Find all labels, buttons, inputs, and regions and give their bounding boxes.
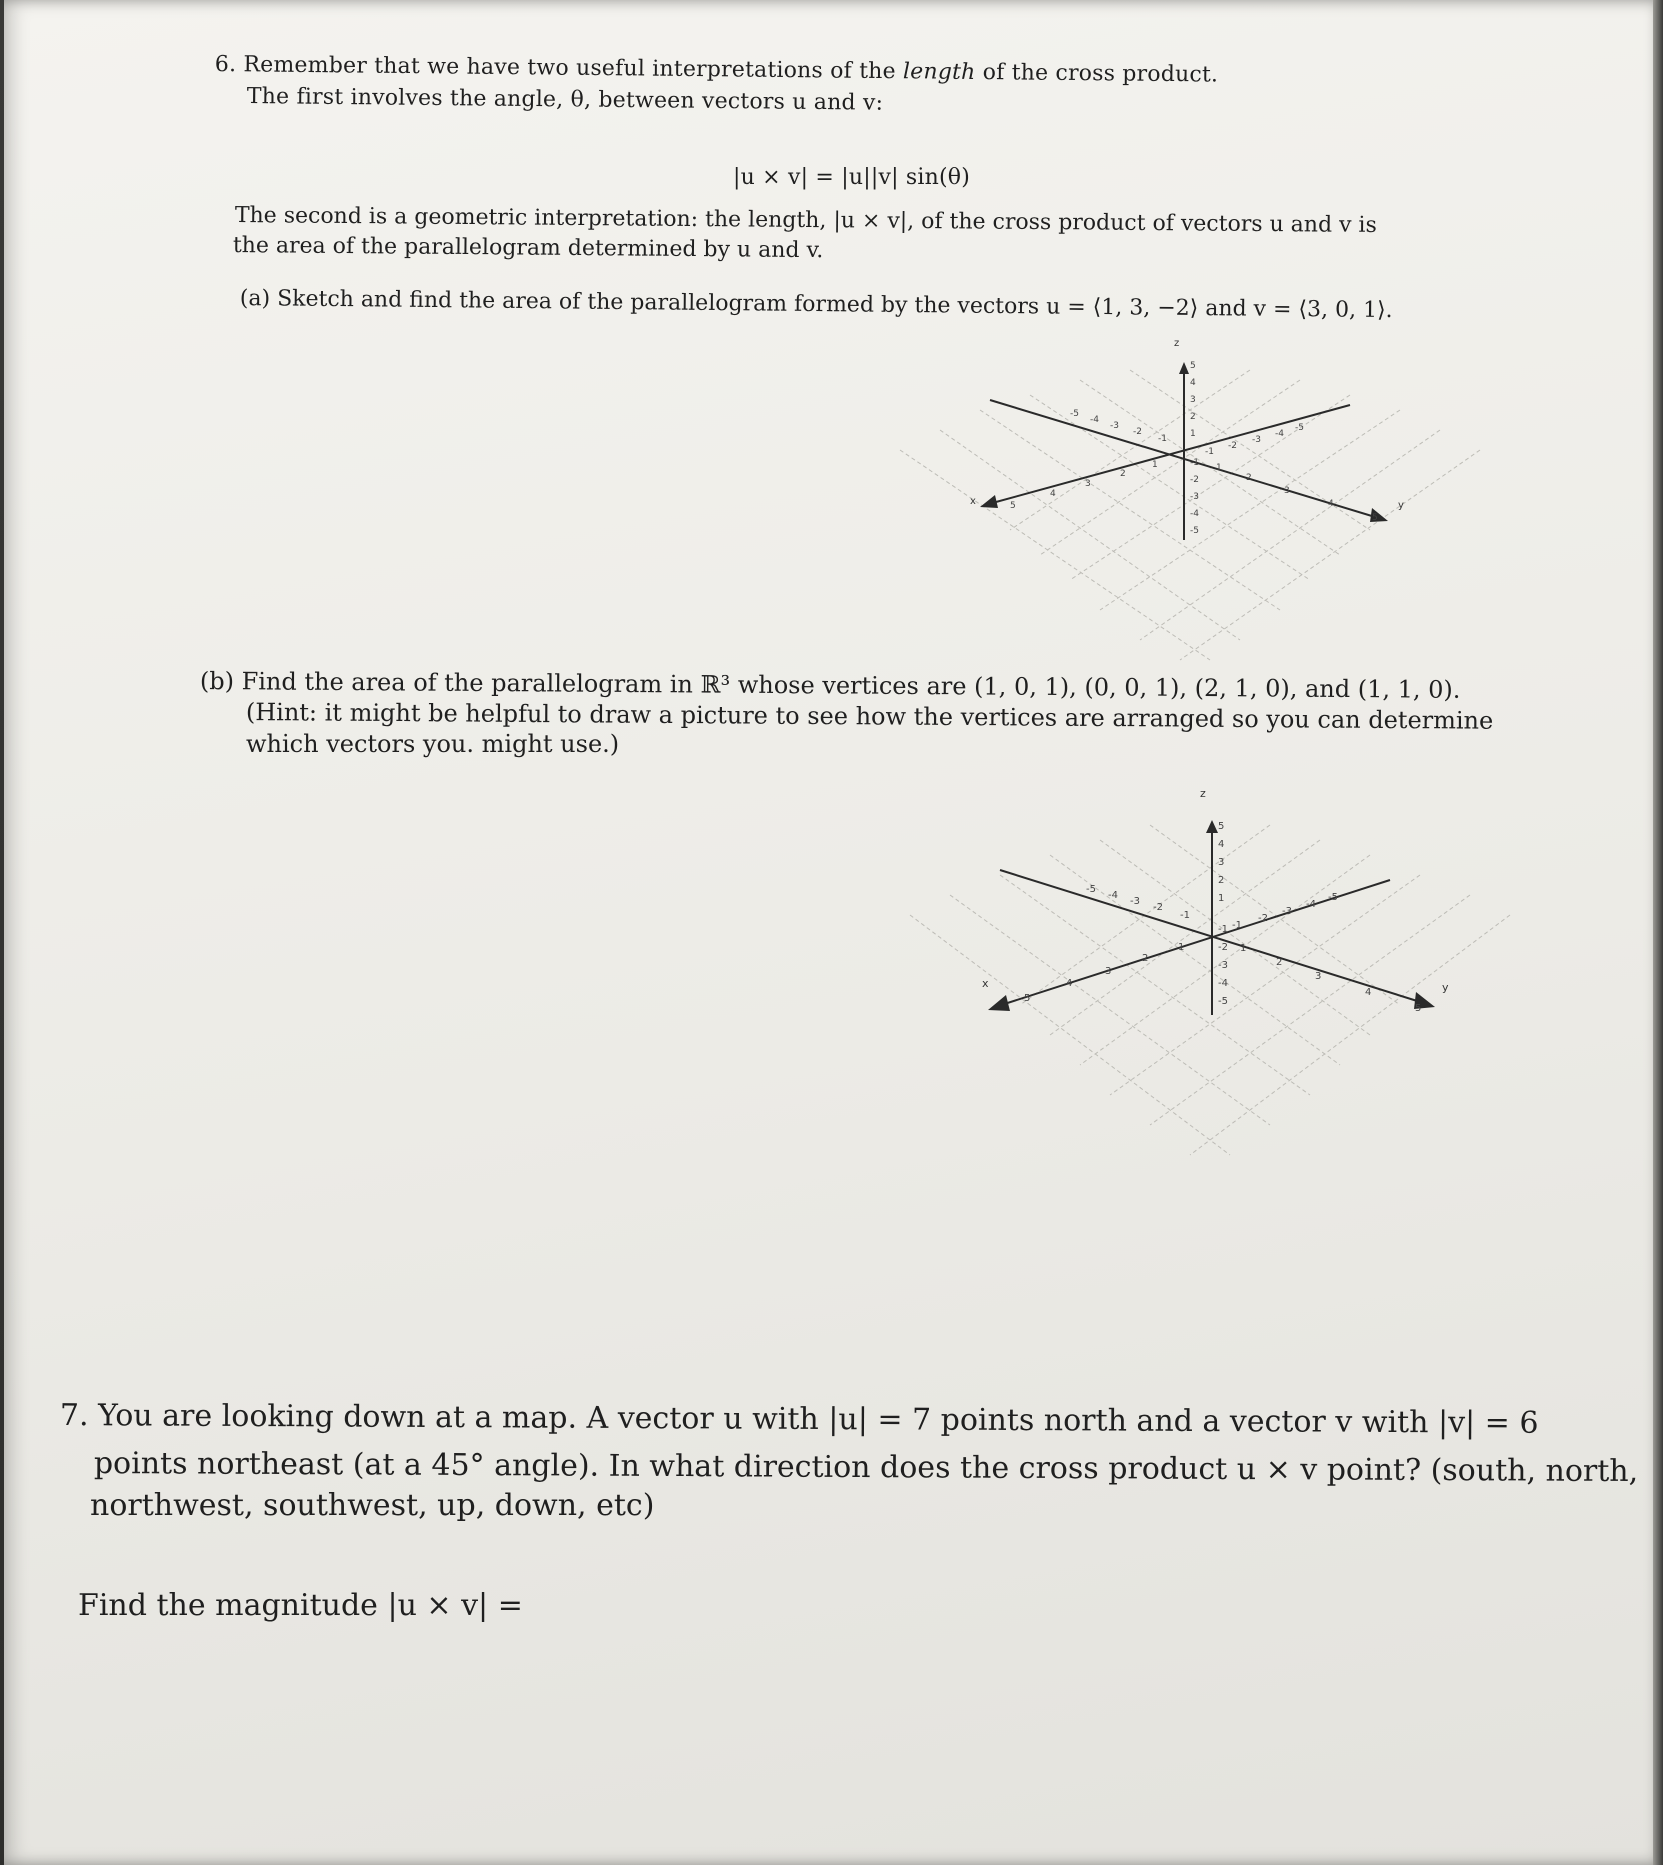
y-tick: 3 xyxy=(1315,971,1322,982)
y-tick: 1 xyxy=(1216,463,1222,473)
q6-part-b-line2: (Hint: it might be helpful to draw a picture to see how the vertices are arranged so you can determine xyxy=(245,698,1494,735)
x-tick: -3 xyxy=(1130,896,1140,907)
x-tick: 2 xyxy=(1142,953,1149,964)
z-tick: 5 xyxy=(1218,821,1225,832)
z-tick: 4 xyxy=(1218,839,1225,850)
q6-part-b-line1: (b) Find the area of the parallelogram in ℝ³ whose vertices are (1, 0, 1), (0, 0, 1), (2, 1, 0), and (1, 1, 0). xyxy=(199,667,1461,704)
x-tick: 4 xyxy=(1050,489,1056,499)
x-tick: 3 xyxy=(1105,966,1112,977)
q6-number: 6. xyxy=(214,52,237,78)
y-tick: -4 xyxy=(1275,429,1284,439)
y-tick: 4 xyxy=(1328,499,1334,509)
y-tick: -2 xyxy=(1228,441,1237,451)
q7-line2: points northeast (at a 45° angle). In what direction does the cross product u × v point? (south, north, xyxy=(93,1446,1639,1490)
x-tick: 4 xyxy=(1066,978,1073,989)
y-tick: 5 xyxy=(1372,513,1378,523)
x-axis-label-b: x xyxy=(982,977,989,990)
x-tick: 5 xyxy=(1010,501,1016,511)
q6-part-b-line3: which vectors you. might use.) xyxy=(246,730,620,758)
y-tick: -5 xyxy=(1328,892,1338,903)
x-tick: -4 xyxy=(1090,415,1099,425)
q7-line1-text: You are looking down at a map. A vector u with |u| = 7 points north and a vector v with |v| = 6 xyxy=(97,1398,1539,1441)
y-tick: 1 xyxy=(1240,943,1247,954)
y-tick: -3 xyxy=(1282,906,1292,917)
z-tick: -4 xyxy=(1218,978,1228,989)
x-tick: 3 xyxy=(1085,479,1091,489)
z-tick: 1 xyxy=(1218,893,1225,904)
y-tick: -1 xyxy=(1205,447,1214,457)
q7-line3: northwest, southwest, up, down, etc) xyxy=(90,1488,655,1523)
y-axis-label-b: y xyxy=(1442,981,1449,994)
z-tick: 5 xyxy=(1190,361,1196,371)
z-tick: 1 xyxy=(1190,429,1196,439)
q7-magnitude-prompt: Find the magnitude |u × v| = xyxy=(78,1588,523,1623)
x-arrow-b xyxy=(988,995,1010,1011)
z-tick: -1 xyxy=(1218,924,1228,935)
x-tick: 1 xyxy=(1152,460,1158,470)
z-tick: 3 xyxy=(1190,395,1196,405)
z-tick: 2 xyxy=(1218,875,1225,886)
x-tick: -5 xyxy=(1070,409,1079,419)
q6-line2: The first involves the angle, θ, between vectors u and v: xyxy=(246,84,884,116)
q6-formula: |u × v| = |u||v| sin(θ) xyxy=(733,165,971,190)
q6-line1-italic: length xyxy=(902,59,976,85)
y-tick: -1 xyxy=(1232,920,1242,931)
y-tick: 3 xyxy=(1284,486,1290,496)
q6-line1-post: of the cross product. xyxy=(975,59,1219,88)
z-arrow-a xyxy=(1179,362,1189,374)
z-arrow-b xyxy=(1206,820,1218,833)
x-arrow-a xyxy=(980,495,998,508)
z-tick: -3 xyxy=(1218,960,1228,971)
y-tick: 5 xyxy=(1415,1003,1422,1014)
grid-lines-b xyxy=(910,825,1510,1155)
z-tick: -5 xyxy=(1190,526,1199,536)
x-tick: 5 xyxy=(1024,993,1031,1004)
y-axis-label-a: y xyxy=(1398,500,1404,511)
q6-part-a: (a) Sketch and find the area of the parallelogram formed by the vectors u = ⟨1, 3, −2⟩ and v = ⟨3, 0, 1⟩. xyxy=(239,286,1393,324)
z-tick: 3 xyxy=(1218,857,1225,868)
x-tick: -3 xyxy=(1110,421,1119,431)
q7-number: 7. xyxy=(59,1398,89,1434)
z-tick: -4 xyxy=(1190,509,1199,519)
z-tick: -2 xyxy=(1190,475,1199,485)
x-tick: -4 xyxy=(1108,890,1118,901)
z-tick: -2 xyxy=(1218,942,1228,953)
y-tick: 2 xyxy=(1246,473,1252,483)
page-edge xyxy=(1653,0,1663,1865)
axis-lines-a xyxy=(985,365,1385,540)
z-tick: -3 xyxy=(1190,492,1199,502)
x-tick: -1 xyxy=(1158,434,1167,444)
x-tick: -2 xyxy=(1133,427,1142,437)
x-tick: 2 xyxy=(1120,469,1126,479)
axes-3d-a xyxy=(880,340,1500,670)
z-tick: -1 xyxy=(1190,458,1199,468)
x-axis-label-a: x xyxy=(970,496,976,507)
y-tick: 2 xyxy=(1276,957,1283,968)
axes-3d-b xyxy=(890,785,1530,1175)
q6-line1-pre: Remember that we have two useful interpretations of the xyxy=(243,52,904,85)
z-tick: 2 xyxy=(1190,412,1196,422)
y-tick: -4 xyxy=(1306,899,1316,910)
z-tick: 4 xyxy=(1190,378,1196,388)
y-tick: -5 xyxy=(1295,423,1304,433)
tick-labels-b xyxy=(1024,821,1421,1014)
y-tick: -3 xyxy=(1252,435,1261,445)
x-tick: -5 xyxy=(1086,884,1096,895)
y-tick: 4 xyxy=(1365,987,1372,998)
x-tick: -2 xyxy=(1153,902,1163,913)
z-axis-label-a: z xyxy=(1174,340,1180,349)
z-axis-label-b: z xyxy=(1200,787,1206,800)
q6-line3: The second is a geometric interpretation: the length, |u × v|, of the cross product of vectors u and v is xyxy=(234,203,1377,238)
y-tick: -2 xyxy=(1258,913,1268,924)
z-tick: -5 xyxy=(1218,996,1228,1007)
q6-line4: the area of the parallelogram determined by u and v. xyxy=(232,233,824,264)
x-tick: 1 xyxy=(1178,942,1185,953)
x-tick: -1 xyxy=(1180,910,1190,921)
